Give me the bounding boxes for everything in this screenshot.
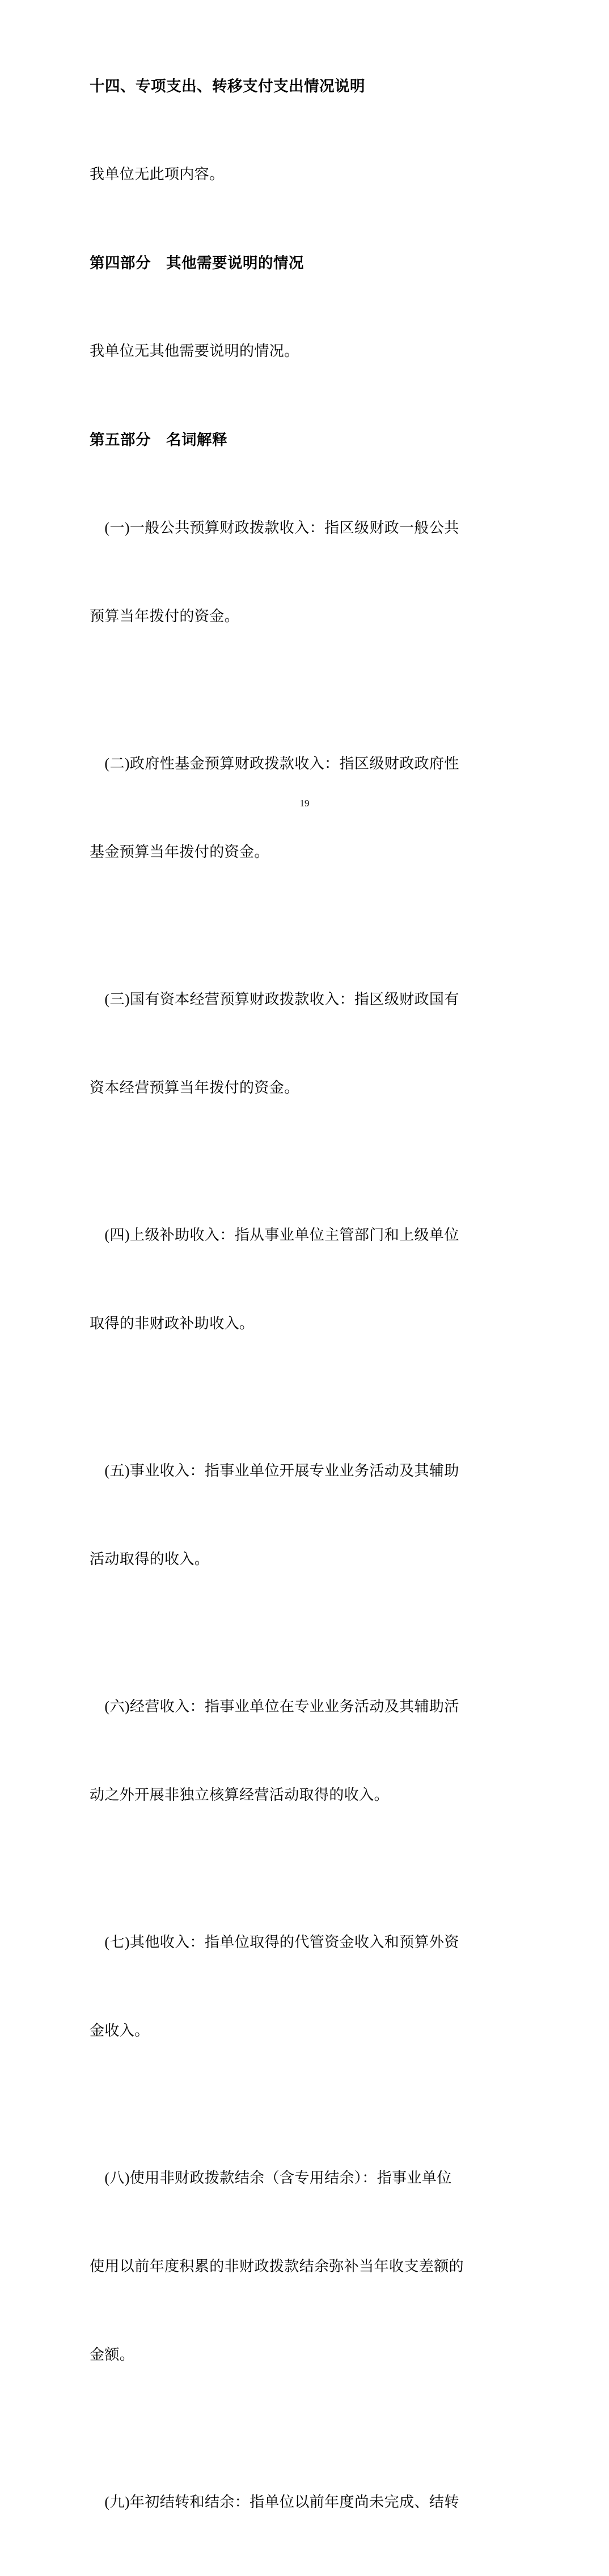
text-line: 使用以前年度积累的非财政拨款结余弥补当年收支差额的: [90, 2258, 464, 2275]
page-content: [90, 71, 527, 2576]
text-line: 我单位无其他需要说明的情况。: [90, 343, 299, 359]
page-number: 19: [299, 798, 310, 809]
text-line: (七)其他收入：指单位取得的代管资金收入和预算外资: [90, 1934, 459, 1950]
section-heading-fourteen: 十四、专项支出、转移支付支出情况说明: [90, 78, 365, 95]
glossary-item-7: [90, 1869, 527, 2105]
text-line: (二)政府性基金预算财政拨款收入：指区级财政政府性: [90, 755, 459, 772]
text-line: (八)使用非财政拨款结余（含专用结余）：指事业单位: [90, 2170, 452, 2186]
text-line: 金额。: [90, 2347, 135, 2363]
text-line: (三)国有资本经营预算财政拨款收入：指区级财政国有: [90, 991, 459, 1008]
text-line: 资本经营预算当年拨付的资金。: [90, 1079, 299, 1096]
text-line: 我单位无此项内容。: [90, 166, 225, 182]
text-line: (五)事业收入：指事业单位开展专业业务活动及其辅助: [90, 1463, 459, 1479]
glossary-item-1: [90, 454, 527, 690]
section-heading-part-five: 第五部分 名词解释: [90, 431, 227, 448]
text-line: 金收入。: [90, 2022, 150, 2039]
paragraph-part-four-body: [90, 278, 527, 425]
paragraph-fourteen-body: [90, 101, 527, 248]
text-line: (四)上级补助收入：指从事业单位主管部门和上级单位: [90, 1227, 459, 1243]
glossary-item-4: [90, 1162, 527, 1397]
glossary-item-8: [90, 2105, 527, 2429]
text-line: (九)年初结转和结余：指单位以前年度尚未完成、结转: [90, 2494, 459, 2510]
glossary-item-9: [90, 2429, 527, 2576]
text-line: 预算当年拨付的资金。: [90, 608, 240, 624]
text-line: (一)一般公共预算财政拨款收入：指区级财政一般公共: [90, 520, 459, 536]
glossary-item-5: [90, 1397, 527, 1633]
text-line: 取得的非财政补助收入。: [90, 1315, 255, 1332]
text-line: 动之外开展非独立核算经营活动取得的收入。: [90, 1787, 390, 1803]
text-line: 活动取得的收入。: [90, 1551, 210, 1567]
text-line: (六)经营收入：指事业单位在专业业务活动及其辅助活: [90, 1698, 459, 1715]
glossary-item-3: [90, 926, 527, 1162]
section-heading-part-four: 第四部分 其他需要说明的情况: [90, 254, 304, 271]
text-line: 基金预算当年拨付的资金。: [90, 844, 269, 860]
glossary-item-6: [90, 1633, 527, 1869]
